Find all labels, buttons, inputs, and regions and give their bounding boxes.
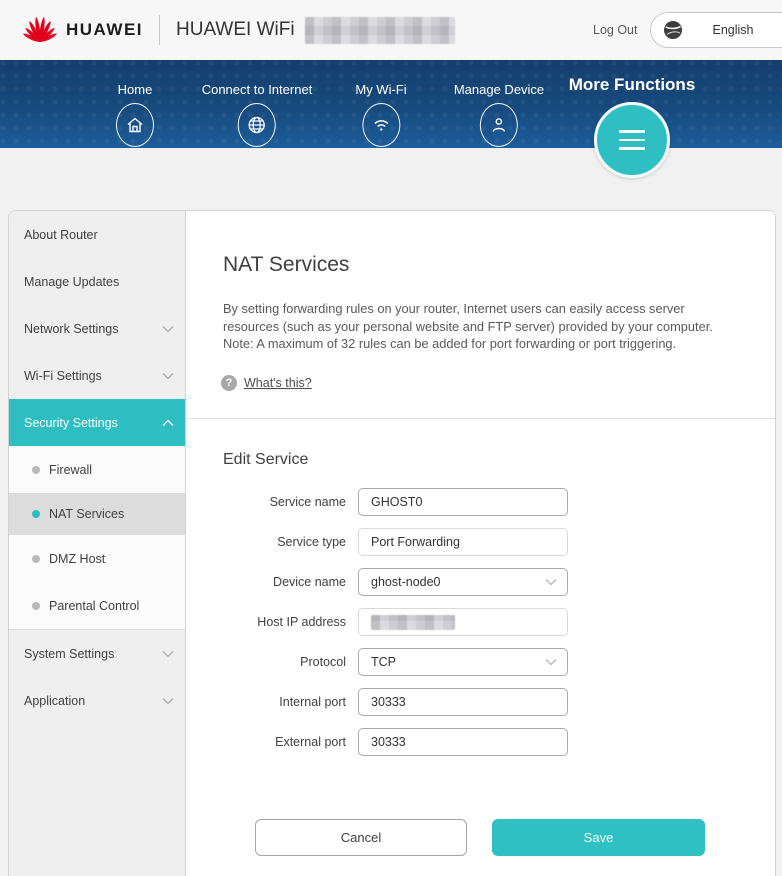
- device-name-value: ghost-node0: [371, 575, 441, 589]
- brand-wordmark: HUAWEI: [66, 20, 143, 39]
- product-title: HUAWEI WiFi: [176, 19, 295, 40]
- external-port-input[interactable]: [358, 728, 568, 756]
- settings-sidebar: [9, 211, 186, 876]
- menu-icon: [619, 130, 645, 133]
- device-name-label: Device name: [273, 575, 346, 589]
- chevron-down-icon: [162, 325, 174, 333]
- cancel-button[interactable]: Cancel: [255, 819, 467, 856]
- nav-label-home: Home: [117, 82, 153, 97]
- nav-label-more-functions: More Functions: [568, 75, 696, 94]
- page-description: By setting forwarding rules on your router, Internet users can easily access server resources (such as your personal website and FTP server) provided by your computer. Note: A maximum of 32 rules can be added for port forwarding or port triggering.: [223, 301, 713, 351]
- protocol-select[interactable]: [358, 648, 568, 676]
- bullet-dot-icon: [32, 555, 40, 563]
- device-name-select[interactable]: [358, 568, 568, 596]
- nav-item-manage-device[interactable]: [454, 60, 544, 147]
- service-type-value: Port Forwarding: [371, 535, 460, 549]
- nav-item-my-wifi[interactable]: [355, 60, 406, 147]
- sidebar-label: Wi-Fi Settings: [24, 368, 102, 383]
- whats-this-link[interactable]: What's this?: [244, 376, 312, 390]
- sidebar-subitem-nat-services[interactable]: [9, 493, 185, 535]
- external-port-label: External port: [275, 735, 346, 749]
- content-panel: [8, 210, 776, 876]
- chevron-down-icon: [162, 697, 174, 705]
- edit-service-title: Edit Service: [223, 451, 309, 468]
- nav-label-connect-to-internet: Connect to Internet: [201, 82, 313, 97]
- form-row-internal-port: [186, 688, 775, 716]
- sidebar-item-security-settings[interactable]: [9, 399, 185, 446]
- form-row-service-type: [186, 528, 775, 556]
- sidebar-item-network-settings[interactable]: [9, 305, 185, 352]
- more-functions-button[interactable]: [594, 102, 670, 178]
- sidebar-item-system-settings[interactable]: [9, 630, 185, 677]
- sidebar-item-about-router[interactable]: [9, 211, 185, 258]
- main-navigation: [0, 60, 782, 148]
- form-row-protocol: [186, 648, 775, 676]
- globe-icon: [238, 103, 276, 147]
- form-row-host-ip: [186, 608, 775, 636]
- chevron-down-icon: [545, 578, 557, 586]
- sidebar-label: About Router: [24, 227, 98, 242]
- language-selected: English: [712, 23, 754, 37]
- service-type-label: Service type: [277, 535, 346, 549]
- save-button[interactable]: Save: [492, 819, 705, 856]
- sidebar-sublabel: Parental Control: [49, 598, 140, 613]
- sidebar-subitem-firewall[interactable]: [9, 446, 185, 493]
- nav-item-home[interactable]: [116, 60, 154, 147]
- host-ip-field: [358, 608, 568, 636]
- sidebar-subitem-dmz-host[interactable]: [9, 535, 185, 582]
- chevron-down-icon: [162, 372, 174, 380]
- chevron-down-icon: [545, 658, 557, 666]
- home-icon: [116, 103, 154, 147]
- bullet-dot-icon: [32, 602, 40, 610]
- bullet-dot-icon: [32, 466, 40, 474]
- sidebar-label: Manage Updates: [24, 274, 120, 289]
- sidebar-item-wifi-settings[interactable]: [9, 352, 185, 399]
- protocol-value: TCP: [371, 655, 396, 669]
- service-type-field: [358, 528, 568, 556]
- sidebar-label: Security Settings: [24, 415, 118, 430]
- nav-item-connect-to-internet[interactable]: [202, 60, 313, 147]
- app-header: [0, 0, 782, 60]
- page-title: NAT Services: [223, 253, 350, 276]
- brand-divider: [159, 15, 160, 45]
- redacted-host-ip: [371, 615, 455, 630]
- internal-port-input[interactable]: [358, 688, 568, 716]
- form-actions: [186, 819, 775, 856]
- sidebar-subitem-parental-control[interactable]: [9, 582, 185, 629]
- host-ip-label: Host IP address: [257, 615, 346, 629]
- wifi-icon: [362, 103, 400, 147]
- sidebar-sublabel: DMZ Host: [49, 551, 106, 566]
- question-icon: ?: [221, 375, 237, 391]
- sidebar-item-application[interactable]: [9, 677, 185, 724]
- service-name-input[interactable]: [358, 488, 568, 516]
- sidebar-item-manage-updates[interactable]: [9, 258, 185, 305]
- form-row-device-name: [186, 568, 775, 596]
- security-settings-submenu: [9, 446, 185, 630]
- sidebar-label: Network Settings: [24, 321, 119, 336]
- bullet-dot-icon: [32, 510, 40, 518]
- sidebar-label: Application: [24, 693, 86, 708]
- person-icon: [480, 103, 518, 147]
- chevron-up-icon: [162, 419, 174, 427]
- sidebar-label: System Settings: [24, 646, 115, 661]
- help-row: [221, 375, 312, 391]
- chevron-down-icon: [162, 650, 174, 658]
- sidebar-sublabel: Firewall: [49, 462, 93, 477]
- form-row-external-port: [186, 728, 775, 756]
- sidebar-sublabel: NAT Services: [49, 507, 125, 521]
- brand-area: [22, 0, 455, 60]
- nav-label-manage-device: Manage Device: [453, 82, 545, 97]
- globe-language-icon: [663, 20, 683, 40]
- section-divider: [186, 418, 775, 419]
- logout-link[interactable]: Log Out: [593, 23, 638, 37]
- redacted-device-name: [305, 17, 455, 44]
- service-name-label: Service name: [269, 495, 346, 509]
- language-selector[interactable]: [650, 12, 782, 48]
- edit-service-form: [186, 488, 775, 768]
- nav-label-my-wifi: My Wi-Fi: [355, 82, 407, 97]
- protocol-label: Protocol: [300, 655, 346, 669]
- huawei-logo-icon: [22, 15, 58, 45]
- form-row-service-name: [186, 488, 775, 516]
- nat-services-page: [186, 211, 775, 876]
- internal-port-label: Internal port: [279, 695, 346, 709]
